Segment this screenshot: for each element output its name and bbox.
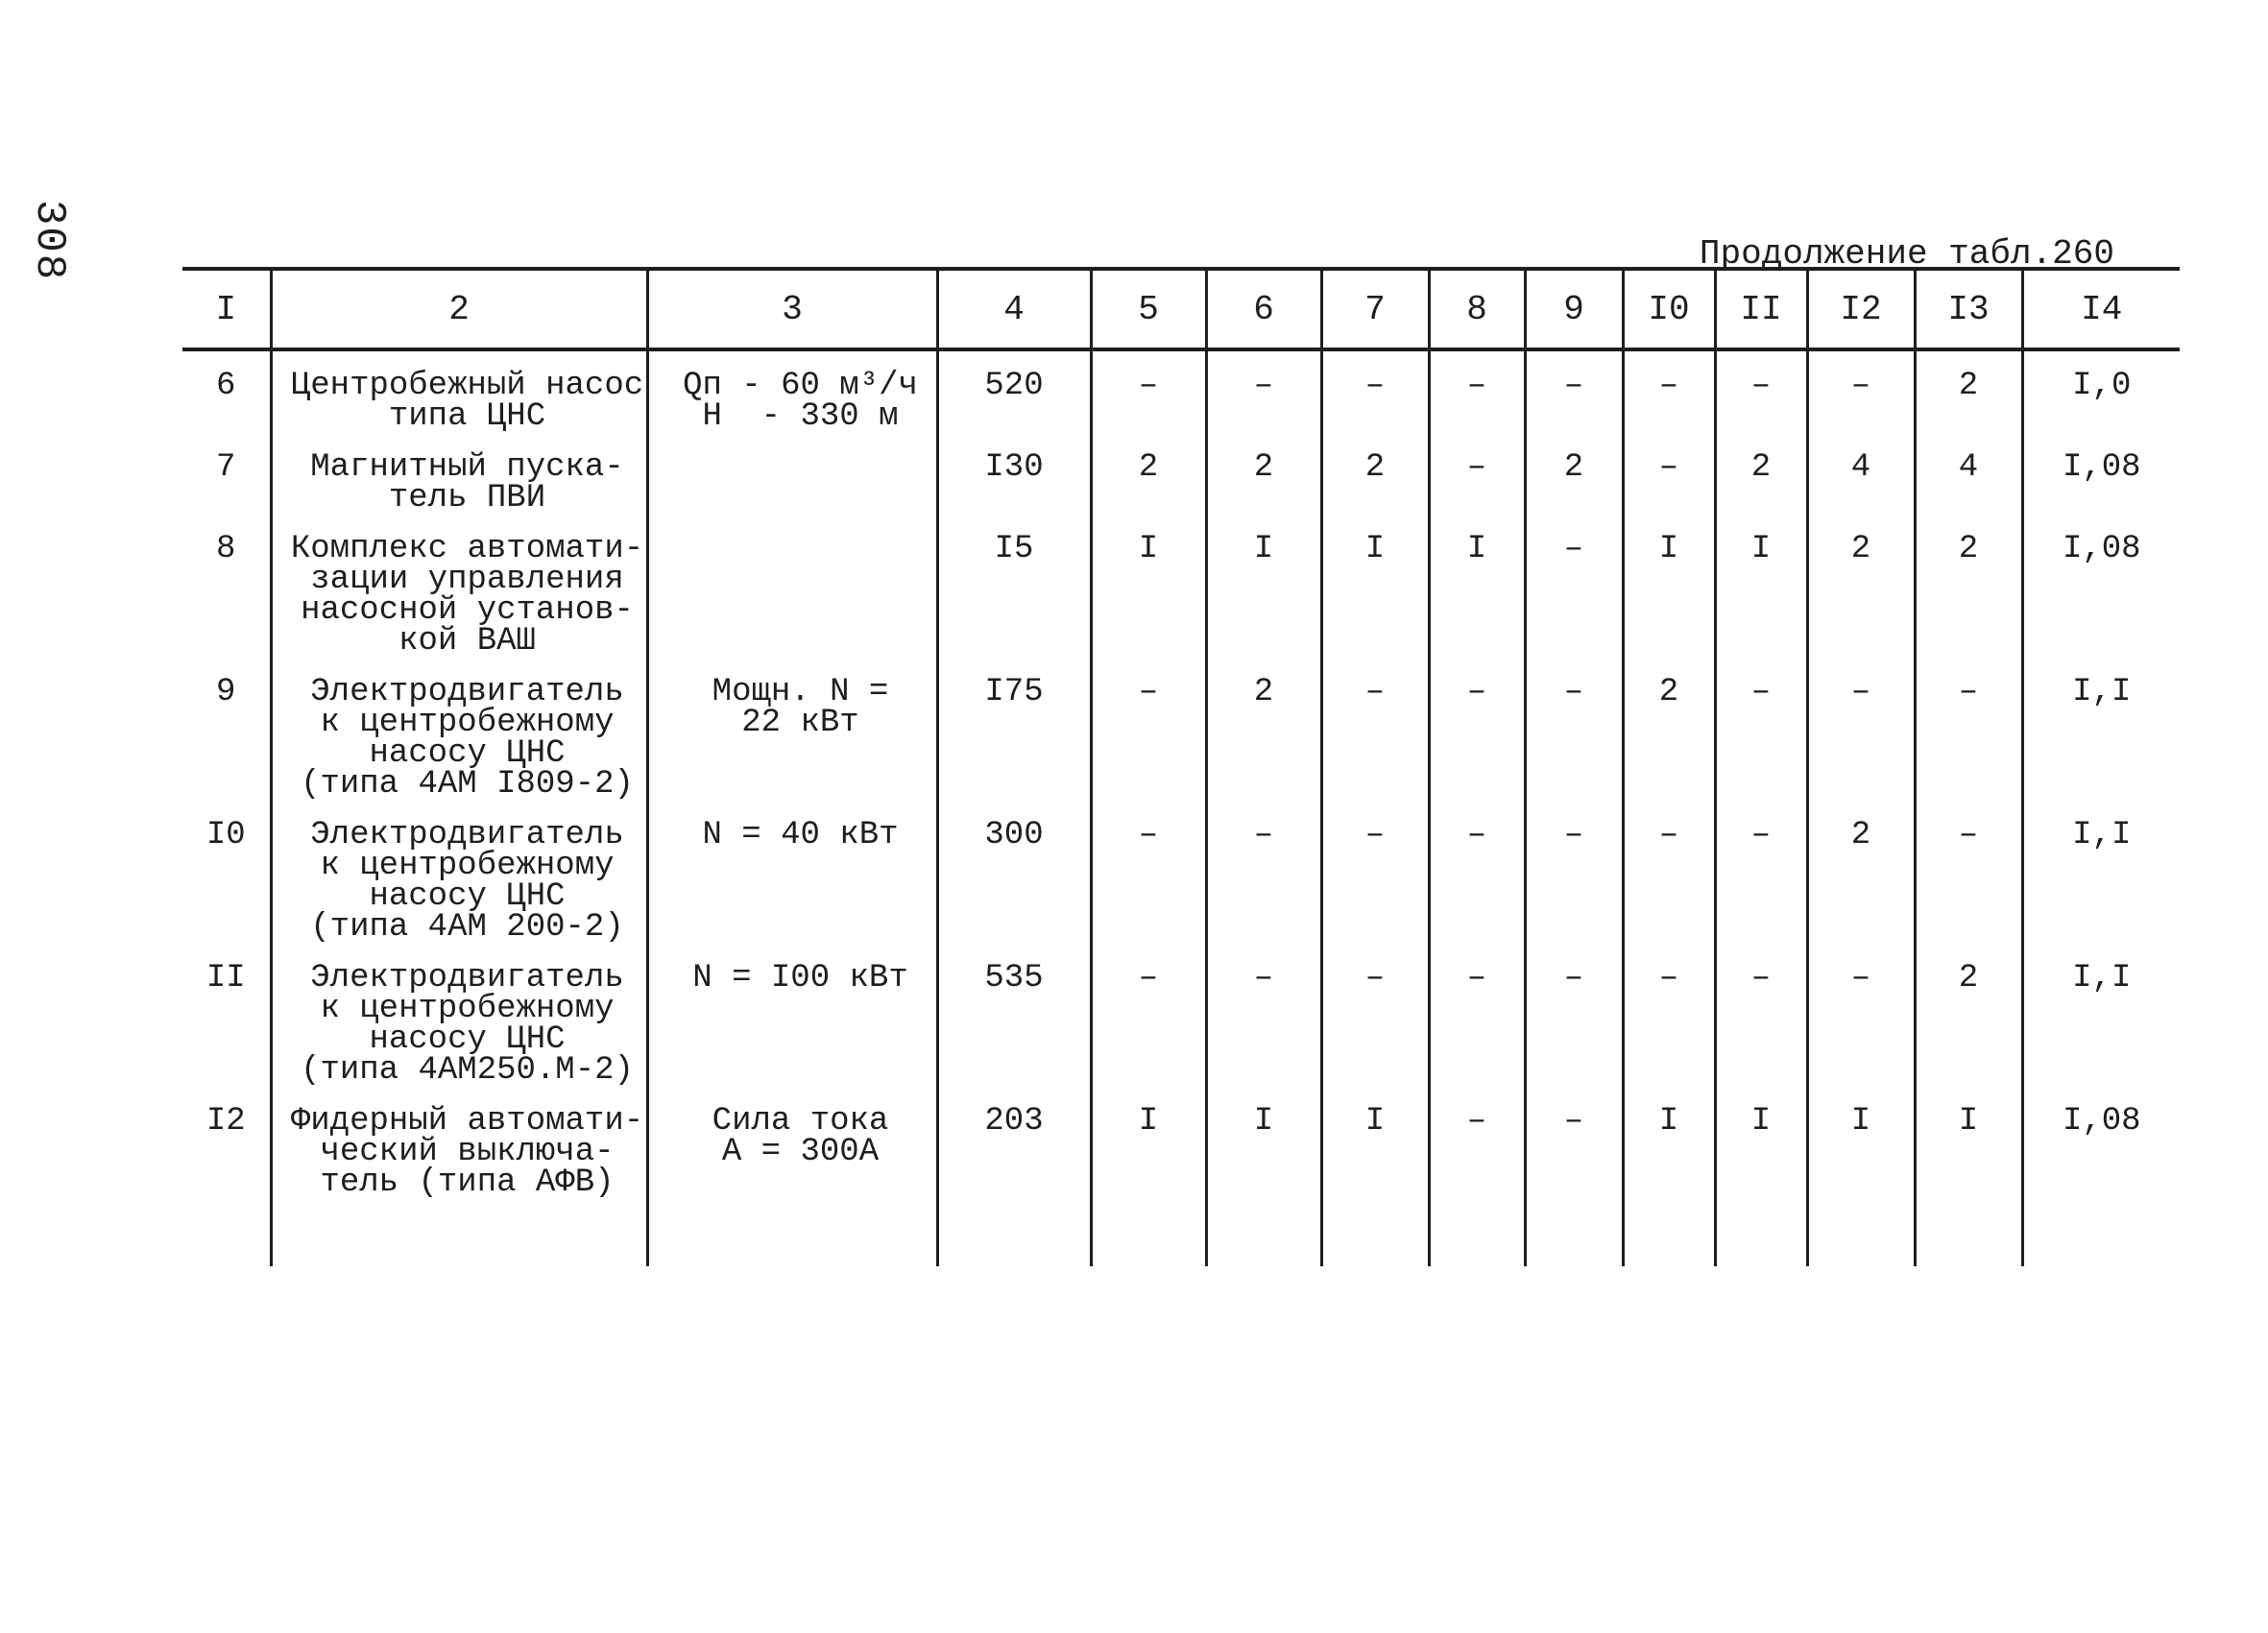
value-cell: – <box>1525 349 1623 433</box>
value-cell: – <box>1715 944 1807 1087</box>
column-header: 7 <box>1321 269 1429 349</box>
value-cell: I <box>1206 1087 1321 1199</box>
value-cell: – <box>1429 801 1525 944</box>
value-cell: I30 <box>937 433 1091 515</box>
item-name-line: кой ВАШ <box>398 623 536 660</box>
item-name-line: (типа 4АМ 200-2) <box>310 909 624 946</box>
value-cell: – <box>1429 349 1525 433</box>
value-cell: I <box>1091 515 1206 658</box>
value-cell: 300 <box>937 801 1091 944</box>
table-row <box>182 1087 2180 1199</box>
value-cell: – <box>1915 801 2022 944</box>
coefficient-cell: I,I <box>2022 658 2180 801</box>
spec-table <box>182 267 2180 1266</box>
value-cell: – <box>1429 944 1525 1087</box>
spacer-cell <box>1091 1199 1206 1266</box>
value-cell: 203 <box>937 1087 1091 1199</box>
spacer-cell <box>937 1199 1091 1266</box>
value-cell: I75 <box>937 658 1091 801</box>
item-name-line: насосу ЦНС <box>369 735 566 772</box>
value-cell: I <box>1206 515 1321 658</box>
value-cell: I <box>1715 515 1807 658</box>
item-parameters <box>647 349 937 433</box>
item-parameters <box>647 658 937 801</box>
column-header: 9 <box>1525 269 1623 349</box>
value-cell: – <box>1321 801 1429 944</box>
value-cell: – <box>1525 515 1623 658</box>
value-cell: I <box>1807 1087 1915 1199</box>
column-header: I0 <box>1623 269 1715 349</box>
item-parameter-line: 22 кВт <box>741 705 859 741</box>
item-parameter-line: N = I00 кВт <box>692 960 908 997</box>
value-cell: 2 <box>1715 433 1807 515</box>
spacer-cell <box>1525 1199 1623 1266</box>
value-cell: 2 <box>1915 349 2022 433</box>
value-cell: – <box>1321 349 1429 433</box>
item-name-line: Электродвигатель <box>310 817 624 853</box>
item-parameter-line: Qп - 60 м³/ч <box>683 368 918 404</box>
row-number: 8 <box>216 531 236 567</box>
item-parameters <box>647 944 937 1087</box>
item-name <box>271 433 647 515</box>
item-name-line: к центробежному <box>320 991 615 1027</box>
item-parameters <box>647 515 937 658</box>
value-cell: 2 <box>1321 433 1429 515</box>
value-cell: 2 <box>1525 433 1623 515</box>
value-cell: I <box>1623 1087 1715 1199</box>
value-cell: I <box>1321 1087 1429 1199</box>
table-row <box>182 658 2180 801</box>
value-cell: 2 <box>1915 515 2022 658</box>
value-cell: – <box>1623 349 1715 433</box>
value-cell: 2 <box>1206 658 1321 801</box>
value-cell: – <box>1807 658 1915 801</box>
value-cell: I <box>1915 1087 2022 1199</box>
column-header: 4 <box>937 269 1091 349</box>
row-number: 7 <box>216 449 236 486</box>
value-cell: – <box>1715 801 1807 944</box>
item-name-line: насосу ЦНС <box>369 878 566 915</box>
value-cell: – <box>1715 349 1807 433</box>
table-row <box>182 944 2180 1087</box>
column-header: II <box>1715 269 1807 349</box>
item-parameter-line: Сила тока <box>712 1103 889 1140</box>
item-name-line: зации управления <box>310 562 624 598</box>
item-name-line: ческий выключа- <box>320 1134 615 1170</box>
item-parameters <box>647 433 937 515</box>
coefficient-cell: I,0 <box>2022 349 2180 433</box>
value-cell: – <box>1807 944 1915 1087</box>
item-parameter-line: Н - 330 м <box>702 398 899 435</box>
value-cell: – <box>1715 658 1807 801</box>
value-cell: 4 <box>1915 433 2022 515</box>
item-parameter-line: Мощн. N = <box>712 674 889 710</box>
value-cell: – <box>1525 944 1623 1087</box>
item-parameters <box>647 801 937 944</box>
spacer-cell <box>1915 1199 2022 1266</box>
item-name-line: (типа 4АМ250.М-2) <box>301 1052 634 1089</box>
row-number: II <box>205 960 246 997</box>
coefficient-cell: I,I <box>2022 801 2180 944</box>
table-row <box>182 801 2180 944</box>
value-cell: I <box>1091 1087 1206 1199</box>
item-name <box>271 515 647 658</box>
value-cell: – <box>1429 433 1525 515</box>
value-cell: – <box>1091 349 1206 433</box>
row-number: I0 <box>205 817 246 853</box>
row-number: 6 <box>216 368 236 404</box>
row-number: I2 <box>205 1103 246 1140</box>
value-cell: – <box>1807 349 1915 433</box>
item-name-line: насосу ЦНС <box>369 1021 566 1058</box>
value-cell: 2 <box>1623 658 1715 801</box>
table-header-row <box>182 269 2180 349</box>
value-cell: – <box>1321 944 1429 1087</box>
spacer-cell <box>1807 1199 1915 1266</box>
coefficient-cell: I,08 <box>2022 515 2180 658</box>
column-header: 8 <box>1429 269 1525 349</box>
value-cell: – <box>1206 944 1321 1087</box>
value-cell: 520 <box>937 349 1091 433</box>
value-cell: 4 <box>1807 433 1915 515</box>
value-cell: – <box>1525 658 1623 801</box>
item-name-line: Электродвигатель <box>310 960 624 997</box>
value-cell: 535 <box>937 944 1091 1087</box>
item-name-line: Электродвигатель <box>310 674 624 710</box>
column-header: 6 <box>1206 269 1321 349</box>
spacer-cell <box>647 1199 937 1266</box>
value-cell: 2 <box>1807 515 1915 658</box>
value-cell: – <box>1623 433 1715 515</box>
table-body <box>182 349 2180 1266</box>
item-name-line: (типа 4АМ I809-2) <box>301 766 634 803</box>
value-cell: – <box>1091 658 1206 801</box>
value-cell: – <box>1623 801 1715 944</box>
table-spacer-row <box>182 1199 2180 1266</box>
spacer-cell <box>1429 1199 1525 1266</box>
item-name-line: Центробежный насос <box>290 368 644 404</box>
table-caption: Продолжение табл.260 <box>1699 234 2114 274</box>
value-cell: – <box>1915 658 2022 801</box>
row-number: 9 <box>216 674 236 710</box>
item-parameters <box>647 1087 937 1199</box>
coefficient-cell: I,08 <box>2022 1087 2180 1199</box>
spacer-cell <box>2022 1199 2180 1266</box>
value-cell: 2 <box>1915 944 2022 1087</box>
spacer-cell <box>1321 1199 1429 1266</box>
value-cell: I <box>1429 515 1525 658</box>
value-cell: 2 <box>1807 801 1915 944</box>
value-cell: – <box>1525 801 1623 944</box>
column-header: 5 <box>1091 269 1206 349</box>
value-cell: – <box>1623 944 1715 1087</box>
value-cell: – <box>1206 801 1321 944</box>
column-header: I3 <box>1915 269 2022 349</box>
coefficient-cell: I,08 <box>2022 433 2180 515</box>
item-name <box>271 801 647 944</box>
item-parameter-line: N = 40 кВт <box>702 817 899 853</box>
item-name-line: тель ПВИ <box>388 480 546 516</box>
coefficient-cell: I,I <box>2022 944 2180 1087</box>
item-parameter-line: А = 300А <box>721 1134 880 1170</box>
item-name-line: к центробежному <box>320 848 615 884</box>
value-cell: I <box>1623 515 1715 658</box>
value-cell: I <box>1715 1087 1807 1199</box>
spacer-cell <box>271 1199 647 1266</box>
item-name <box>271 349 647 433</box>
column-header: I <box>182 269 271 349</box>
table-row <box>182 433 2180 515</box>
value-cell: I <box>1321 515 1429 658</box>
spacer-cell <box>1715 1199 1807 1266</box>
column-header: 3 <box>647 269 937 349</box>
value-cell: – <box>1525 1087 1623 1199</box>
value-cell: – <box>1091 801 1206 944</box>
item-name-line: к центробежному <box>320 705 615 741</box>
table-row <box>182 349 2180 433</box>
value-cell: – <box>1091 944 1206 1087</box>
value-cell: – <box>1429 1087 1525 1199</box>
item-name-line: насосной установ- <box>301 592 634 629</box>
value-cell: – <box>1429 658 1525 801</box>
spacer-cell <box>1206 1199 1321 1266</box>
item-name-line: типа ЦНС <box>388 398 546 435</box>
column-header: 2 <box>271 269 647 349</box>
item-name <box>271 944 647 1087</box>
column-header: I4 <box>2022 269 2180 349</box>
item-name-line: Комплекс автомати- <box>290 531 644 567</box>
value-cell: 2 <box>1206 433 1321 515</box>
item-name <box>271 658 647 801</box>
value-cell: – <box>1321 658 1429 801</box>
value-cell: 2 <box>1091 433 1206 515</box>
table-row <box>182 515 2180 658</box>
spacer-cell <box>182 1199 271 1266</box>
page-number: 308 <box>25 200 73 282</box>
item-name-line: Магнитный пуска- <box>310 449 624 486</box>
item-name-line: тель (типа АФВ) <box>320 1165 615 1201</box>
item-name <box>271 1087 647 1199</box>
value-cell: – <box>1206 349 1321 433</box>
item-name-line: Фидерный автомати- <box>290 1103 644 1140</box>
spacer-cell <box>1623 1199 1715 1266</box>
value-cell: I5 <box>937 515 1091 658</box>
column-header: I2 <box>1807 269 1915 349</box>
